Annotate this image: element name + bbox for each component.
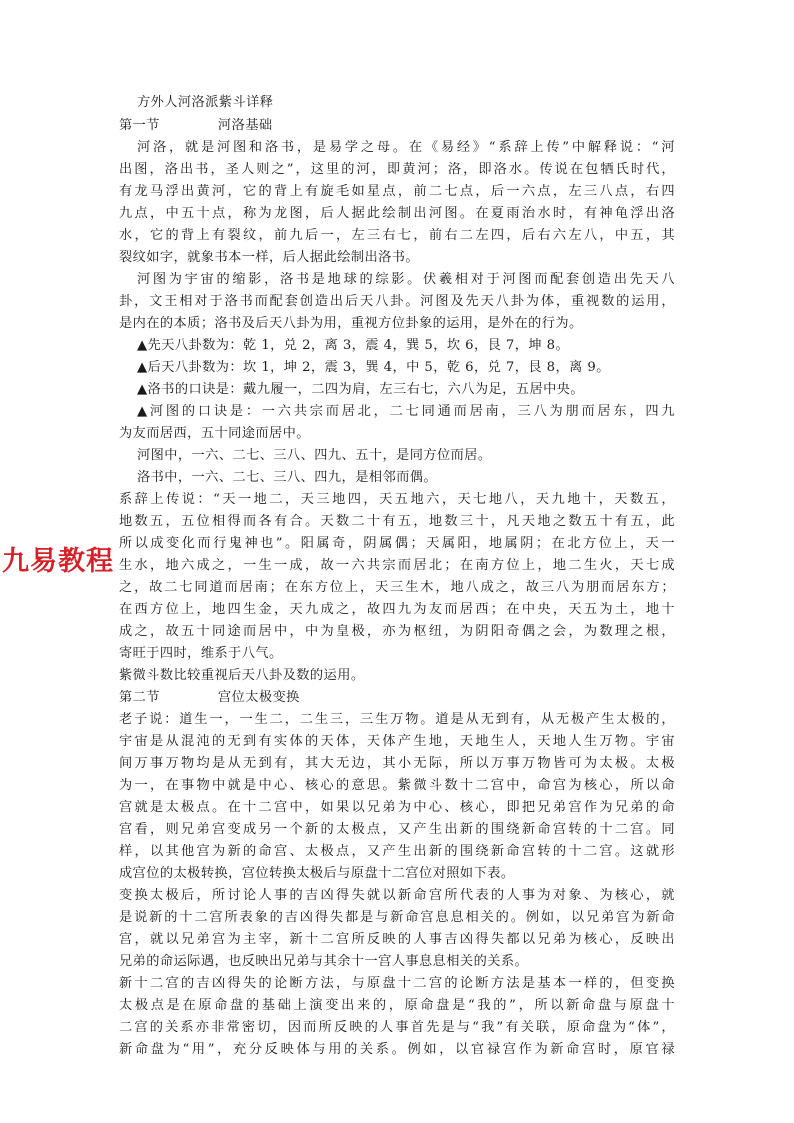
paragraph-line: 新命盘为“用”，充分反映体与用的关系。例如，以官禄宫作为新命宫时，原官禄	[119, 1042, 675, 1057]
paragraph-line: 河洛，就是河图和洛书，是易学之母。在《易经》“系辞上传”中解释说：“河	[137, 140, 675, 155]
paragraph-line: 出图，洛出书，圣人则之”，这里的河，即黄河；洛，即洛水。传说在包牺氏时代，	[119, 162, 675, 177]
section-1-number: 第一节	[119, 118, 160, 133]
paragraph-line: 是内在的本质；洛书及后天八卦为用，重视方位卦象的运用，是外在的行为。	[119, 316, 583, 331]
paragraph-line: 系辞上传说：“天一地二，天三地四，天五地六，天七地八，天九地十，天数五，	[119, 492, 675, 507]
paragraph-line: 样，以其他宫为新的命宫、太极点，又产生出新的围绕新命宫转的十二宫。这就形	[119, 844, 675, 859]
paragraph-line: 有龙马浮出黄河，它的背上有旋毛如星点，前二七点，后一六点，左三八点，右四	[119, 184, 675, 199]
paragraph-line: 为一，在事物中就是中心、核心的意思。紫微斗数十二宫中，命宫为核心，所以命	[119, 778, 675, 793]
paragraph-line: 生水，地六成之，一生一成，故一六共宗而居北；在南方位上，地二生火，天七成	[119, 558, 675, 573]
section-2-heading	[119, 687, 300, 709]
list-item: ▲洛书的口诀是：戴九履一，二四为肩，左三右七，六八为足，五居中央。	[137, 382, 584, 397]
list-item: ▲后天八卦数为：坎 1，坤 2，震 3，巽 4，中 5，乾 6，兑 7，艮 8，离 9。	[137, 360, 610, 375]
document-title: 方外人河洛派紫斗详释	[137, 95, 274, 110]
paragraph-line: 老子说：道生一，一生二，二生三，三生万物。道是从无到有，从无极产生太极的，	[119, 712, 675, 727]
paragraph-line: 间万事万物均是从无到有，其大无边，其小无际，所以万事万物皆可为太极。太极	[119, 756, 675, 771]
paragraph-line: 九点，中五十点，称为龙图，后人据此绘制出河图。在夏雨治水时，有神龟浮出洛	[119, 206, 675, 221]
paragraph-line: 在西方位上，地四生金，天九成之，故四九为友而居西；在中央，天五为土，地十	[119, 602, 675, 617]
paragraph-line: 太极点是在原命盘的基础上演变出来的，原命盘是“我的”，所以新命盘与原盘十	[119, 998, 675, 1013]
paragraph-line: 裂纹如字，就象书本一样，后人据此绘制出洛书。	[119, 250, 420, 265]
paragraph-line: 新十二宫的吉凶得失的论断方法，与原盘十二宫的论断方法是基本一样的，但变换	[119, 976, 675, 991]
section-1-heading	[119, 115, 272, 137]
paragraph-line: 变换太极后，所讨论人事的吉凶得失就以新命宫所代表的人事为对象、为核心，就	[119, 888, 675, 903]
paragraph-line: 地数五，五位相得而各有合。天数二十有五，地数三十，凡天地之数五十有五，此	[119, 514, 675, 529]
watermark-logo: 九易教程	[2, 545, 118, 579]
section-1-title: 河洛基础	[217, 118, 273, 133]
paragraph-line: 二宫的关系亦非常密切，因而所反映的人事首先是与“我”有关联，原命盘为“体”，	[119, 1020, 675, 1035]
paragraph-line: 宫就是太极点。在十二宫中，如果以兄弟为中心、核心，即把兄弟宫作为兄弟的命	[119, 800, 675, 815]
paragraph-line: 兄弟的命运际遇，也反映出兄弟与其余十一宫人事息息相关的关系。	[119, 954, 529, 969]
paragraph-line: 之，故二七同道而居南；在东方位上，天三生木，地八成之，故三八为朋而居东方；	[119, 580, 675, 595]
paragraph-line: 成宫位的太极转换，宫位转换太极后与原盘十二宫位对照如下表。	[119, 866, 515, 881]
paragraph-line: 宫，就以兄弟宫为主宰，新十二宫所反映的人事吉凶得失都以兄弟为核心，反映出	[119, 932, 675, 947]
paragraph-line: 所以成变化而行鬼神也”。阳属奇，阴属偶；天属阳，地属阴；在北方位上，天一	[119, 536, 675, 551]
paragraph-line: 河图中，一六、二七、三八、四九、五十，是同方位而居。	[137, 448, 492, 463]
paragraph-line: 卦，文王相对于洛书而配套创造出后天八卦。河图及先天八卦为体，重视数的运用，	[119, 294, 675, 309]
paragraph-line: 宇宙是从混沌的无到有实体的天体，天体产生地，天地生人，天地人生万物。宇宙	[119, 734, 675, 749]
list-item: ▲河图的口诀是：一六共宗而居北，二七同通而居南，三八为朋而居东，四九	[137, 404, 675, 419]
paragraph-line: 成之，故五十同途而居中，中为皇极，亦为枢纽，为阴阳奇偶之会，为数理之根，	[119, 624, 675, 639]
paragraph-line: 河图为宇宙的缩影，洛书是地球的综影。伏羲相对于河图而配套创造出先天八	[137, 272, 675, 287]
paragraph-line: 紫微斗数比较重视后天八卦及数的运用。	[119, 668, 365, 683]
paragraph-line: 水，它的背上有裂纹，前九后一，左三右七，前右二左四，后右六左八，中五，其	[119, 228, 675, 243]
paragraph-line: 寄旺于四时，维系于八气。	[119, 646, 283, 661]
paragraph-line: 宫看，则兄弟宫变成另一个新的太极点，又产生出新的围绕新命宫转的十二宫。同	[119, 822, 675, 837]
paragraph-line: 为友而居西，五十同途而居中。	[119, 426, 310, 441]
section-2-title: 宫位太极变换	[217, 690, 300, 705]
section-2-number: 第二节	[119, 690, 160, 705]
list-item: ▲先天八卦数为：乾 1，兑 2，离 3，震 4，巽 5，坎 6，艮 7，坤 8。	[137, 338, 570, 353]
paragraph-line: 是说新的十二宫所表象的吉凶得失都是与新命宫息息相关的。例如，以兄弟宫为新命	[119, 910, 675, 925]
paragraph-line: 洛书中，一六、二七、三八、四九，是相邻而偶。	[137, 470, 438, 485]
